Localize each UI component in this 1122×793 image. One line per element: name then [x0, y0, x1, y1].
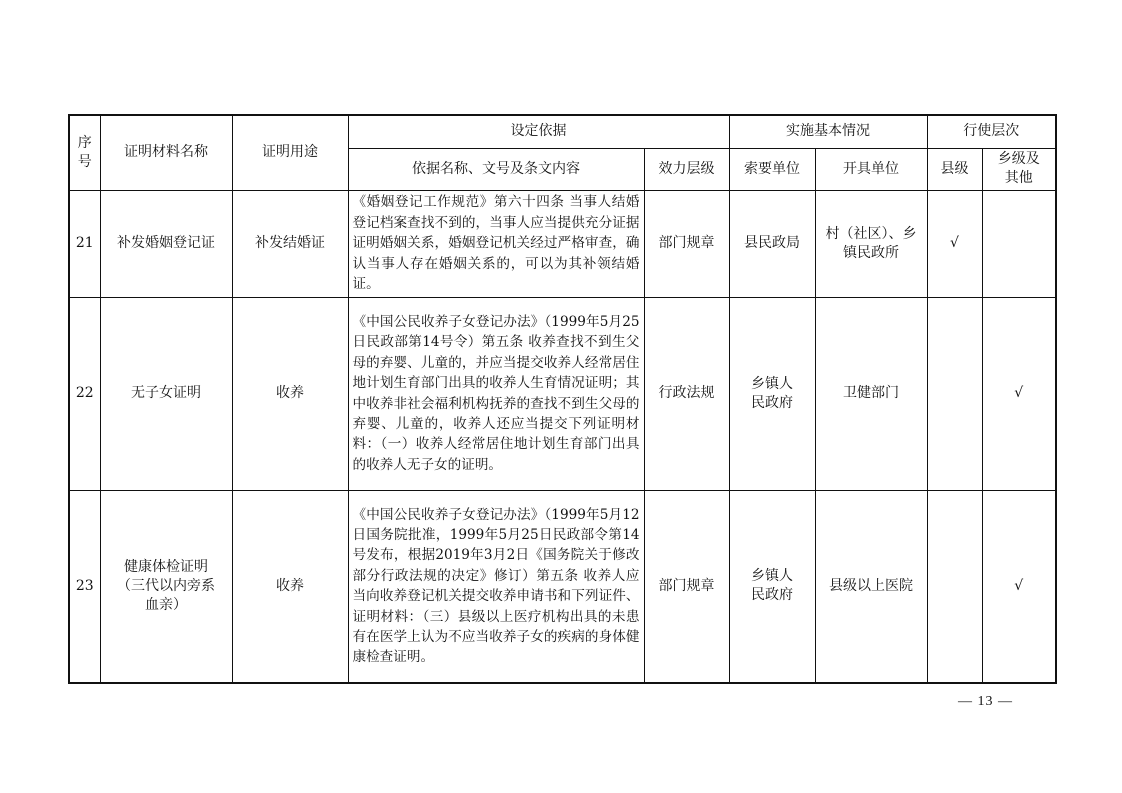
- row-requesting-unit: 乡镇人民政府: [729, 297, 815, 490]
- row-material-name: 无子女证明: [100, 297, 232, 490]
- header-requesting-unit: 索要单位: [729, 148, 815, 190]
- row-effect-level: 行政法规: [644, 297, 729, 490]
- header-issuing-unit: 开具单位: [815, 148, 927, 190]
- row-seq: 21: [69, 190, 100, 297]
- row-purpose: 收养: [232, 297, 348, 490]
- row-township-check: [982, 190, 1056, 297]
- page-number: — 13 —: [958, 694, 1013, 709]
- header-township-level: 乡级及其他: [982, 148, 1056, 190]
- table-row: [69, 190, 1056, 297]
- row-issuing-unit: 村（社区）、乡镇民政所: [815, 190, 927, 297]
- row-county-check: [927, 297, 982, 490]
- row-issuing-unit: 卫健部门: [815, 297, 927, 490]
- row-legal-basis: 《婚姻登记工作规范》第六十四条 当事人结婚登记档案查找不到的，当事人应当提供充分证据证明婚姻关系，婚姻登记机关经过严格审查，确认当事人存在婚姻关系的，可以为其补领结婚证。: [348, 190, 644, 297]
- row-county-check: √: [927, 190, 982, 297]
- row-purpose: 收养: [232, 490, 348, 683]
- row-requesting-unit: 县民政局: [729, 190, 815, 297]
- row-material-name: 健康体检证明（三代以内旁系血亲）: [100, 490, 232, 683]
- row-township-check: √: [982, 297, 1056, 490]
- header-material-name: 证明材料名称: [100, 115, 232, 190]
- header-county-level: 县级: [927, 148, 982, 190]
- row-township-check: √: [982, 490, 1056, 683]
- table-row: [69, 297, 1056, 490]
- header-basis-text: 依据名称、文号及条文内容: [348, 148, 644, 190]
- header-exercise-level-group: 行使层次: [927, 115, 1056, 148]
- row-effect-level: 部门规章: [644, 190, 729, 297]
- row-purpose: 补发结婚证: [232, 190, 348, 297]
- table-row: [69, 490, 1056, 683]
- header-purpose: 证明用途: [232, 115, 348, 190]
- row-seq: 23: [69, 490, 100, 683]
- row-material-name: 补发婚姻登记证: [100, 190, 232, 297]
- header-legal-basis-group: 设定依据: [348, 115, 729, 148]
- header-implementation-group: 实施基本情况: [729, 115, 927, 148]
- row-seq: 22: [69, 297, 100, 490]
- row-requesting-unit: 乡镇人民政府: [729, 490, 815, 683]
- header-seq: 序号: [69, 115, 100, 190]
- row-legal-basis: 《中国公民收养子女登记办法》（1999年5月12日国务院批准，1999年5月25日民政部令第14号发布，根据2019年3月2日《国务院关于修改部分行政法规的决定》修订）第五条 收养人应当向收养登记机关提交收养申请书和下列证件、证明材料：（三）县级以上医疗机构出具的未患有在医学上认为不应当收养子女的疾病的身体健康检查证明。: [348, 490, 644, 683]
- row-issuing-unit: 县级以上医院: [815, 490, 927, 683]
- row-county-check: [927, 490, 982, 683]
- header-effect-level: 效力层级: [644, 148, 729, 190]
- certificate-materials-table: [68, 114, 1057, 684]
- row-legal-basis: 《中国公民收养子女登记办法》（1999年5月25日民政部第14号令）第五条 收养查找不到生父母的弃婴、儿童的，并应当提交收养人经常居住地计划生育部门出具的收养人生育情况证明；其中收养非社会福利机构抚养的查找不到生父母的弃婴、儿童的，收养人还应当提交下列证明材料：（一）收养人经常居住地计划生育部门出具的收养人无子女的证明。: [348, 297, 644, 490]
- row-effect-level: 部门规章: [644, 490, 729, 683]
